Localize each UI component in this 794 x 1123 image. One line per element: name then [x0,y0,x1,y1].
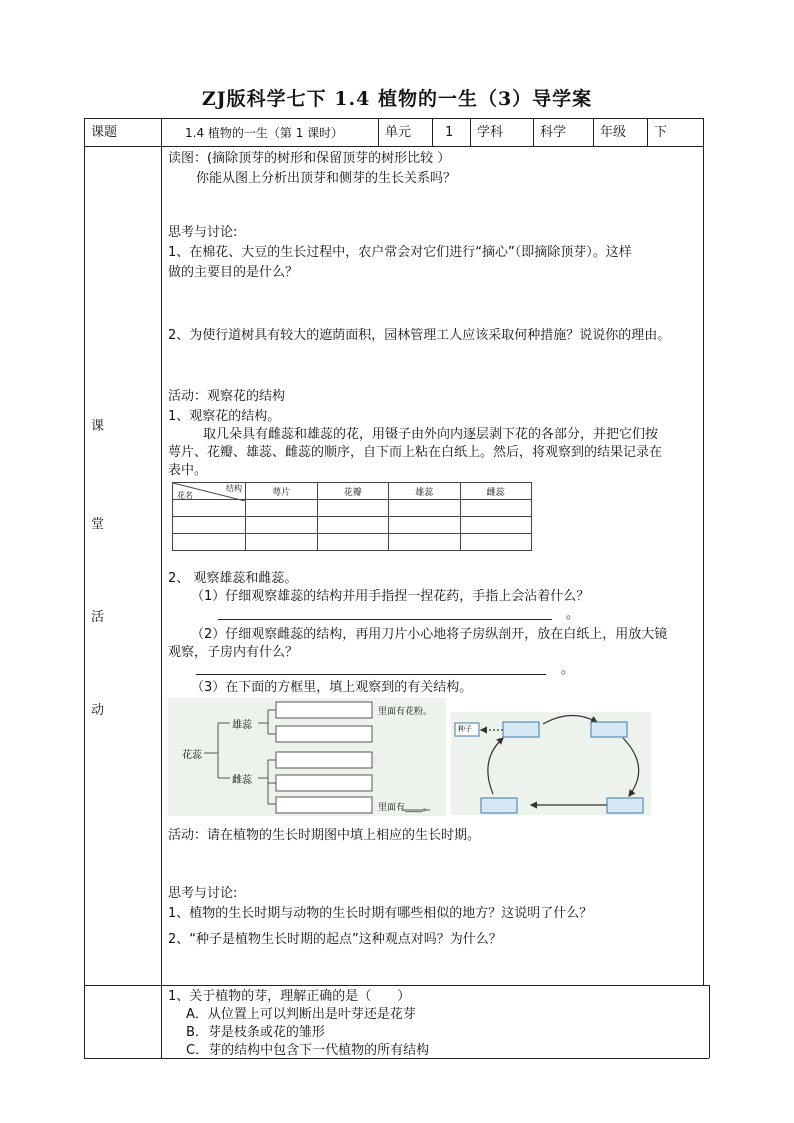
subject-value: 科学 [540,125,567,140]
question-1-line-2: 做的主要目的是什么？ [168,265,299,280]
step-2-heading: 2、 观察雄蕊和雌蕊。 [168,571,298,586]
step-1-para-line-1: 取几朵具有雌蕊和雄蕊的花，用镊子由外向内逐层剥下花的各部分，并把它们按 [203,427,659,442]
table-header-sepal: 萼片 [246,483,318,500]
step-2-question-3: （3）在下面的方框里，填上观察到的有关结构。 [191,680,473,695]
table-cell[interactable] [317,517,389,534]
table-border-mid [84,985,709,986]
diagram-stamen-label: 雄蕊 [232,720,252,731]
header-divider [432,118,433,146]
side-label-4: 动 [91,703,105,718]
header-divider [533,118,534,146]
step-2-question-2-line-2: 观察，子房内有什么？ [168,645,299,660]
table-col-divider [161,118,162,1058]
grade-value: 下 [654,125,668,140]
table-cell[interactable] [173,500,246,517]
topic-label: 课题 [91,125,118,140]
table-row [173,500,532,517]
table-corner-cell [173,483,246,500]
exercise-option-b: B．芽是枝条或花的雏形 [186,1025,325,1040]
header-divider [593,118,594,146]
diagram-note-pollen: 里面有花粉。 [378,707,433,717]
table-cell[interactable] [460,534,532,551]
corner-bottom-label: 花名 [177,491,193,500]
table-cell[interactable] [173,517,246,534]
table-cell[interactable] [389,534,461,551]
lifecycle-arrows [451,712,651,815]
side-label-1: 课 [91,419,105,434]
table-cell[interactable] [389,500,461,517]
think-discuss-heading-2: 思考与讨论: [168,886,238,901]
table-cell[interactable] [389,517,461,534]
question-1-line-1: 1、在棉花、大豆的生长过程中，农户常会对它们进行“摘心”（即摘除顶芽）。这样 [168,245,632,260]
table-cell[interactable] [173,534,246,551]
corner-top-label: 结构 [226,484,242,493]
diagram-root-label: 花蕊 [182,750,202,761]
table-header-stamen: 雄蕊 [389,483,461,500]
table-border-right [703,118,704,986]
document-title: ZJ版科学七下 1.4 植物的一生（3）导学案 [201,88,593,110]
side-label-3: 活 [91,610,105,625]
side-label-2: 堂 [91,517,105,532]
activity-2-heading: 活动：请在植物的生长时期图中填上相应的生长时期。 [168,828,481,843]
topic-value: 1.4 植物的一生（第 1 课时） [185,126,344,140]
exercise-option-a: A．从位置上可以判断出是叶芽还是花芽 [186,1007,416,1022]
step-1-heading: 1、观察花的结构。 [168,409,281,424]
exercise-question: 1、关于植物的芽，理解正确的是（ ） [168,989,411,1004]
step-2-question-1: （1）仔细观察雄蕊的结构并用手指捏一捏花药，手指上会沾着什么？ [191,589,590,604]
think-discuss-heading-1: 思考与讨论: [168,225,238,240]
diagram-note-ovule: 里面有____。 [378,803,433,813]
table-cell[interactable] [246,534,318,551]
table-cell[interactable] [317,500,389,517]
lifecycle-start-label: 种子 [458,725,472,733]
answer-blank-2[interactable] [196,674,546,675]
flower-structure-diagram [168,698,446,816]
step-2-question-2-line-1: （2）仔细观察雌蕊的结构，再用刀片小心地将子房纵剖开，放在白纸上，用放大镜 [191,627,668,642]
question-3: 1、植物的生长时期与动物的生长时期有哪些相似的地方？这说明了什么？ [168,906,593,921]
table-border-header [84,146,703,147]
table-cell[interactable] [317,534,389,551]
table-cell[interactable] [460,500,532,517]
exercise-option-c: C．芽的结构中包含下一代植物的所有结构 [186,1043,430,1058]
table-row [173,534,532,551]
diagram-pistil-label: 雌蕊 [232,775,252,786]
header-divider [470,118,471,146]
flower-record-table [172,482,532,551]
grade-label: 年级 [600,125,627,140]
table-cell[interactable] [246,500,318,517]
step-1-para-line-3: 表中。 [168,463,208,478]
unit-label: 单元 [385,125,412,140]
read-figure-prompt: 读图：(摘除顶芽的树形和保留顶芽的树形比较 ） [168,151,451,166]
table-border-right-lower [709,985,710,1058]
question-4: 2、“种子是植物生长时期的起点”这种观点对吗？为什么？ [168,932,502,947]
header-divider [647,118,648,146]
table-row [173,517,532,534]
table-header-petal: 花瓣 [317,483,389,500]
step-1-para-line-2: 萼片、花瓣、雄蕊、雌蕊的顺序，自下而上粘在白纸上。然后，将观察到的结果记录在 [168,445,663,460]
unit-value: 1 [445,125,454,140]
table-cell[interactable] [246,517,318,534]
table-border-top [84,118,703,119]
question-2: 2、为使行道树具有较大的遮荫面积，园林管理工人应该采取何种措施？说说你的理由。 [168,328,671,343]
table-header-pistil: 雌蕊 [460,483,532,500]
table-cell[interactable] [460,517,532,534]
read-figure-question: 你能从图上分析出顶芽和侧芽的生长关系吗？ [196,171,457,186]
period-1: 。 [566,607,580,622]
header-divider [378,118,379,146]
activity-1-heading: 活动：观察花的结构 [168,389,286,404]
period-2: 。 [561,662,575,677]
answer-blank-1[interactable] [218,619,552,620]
table-border-left [84,118,85,1058]
plant-lifecycle-diagram [451,712,651,815]
subject-label: 学科 [477,125,504,140]
